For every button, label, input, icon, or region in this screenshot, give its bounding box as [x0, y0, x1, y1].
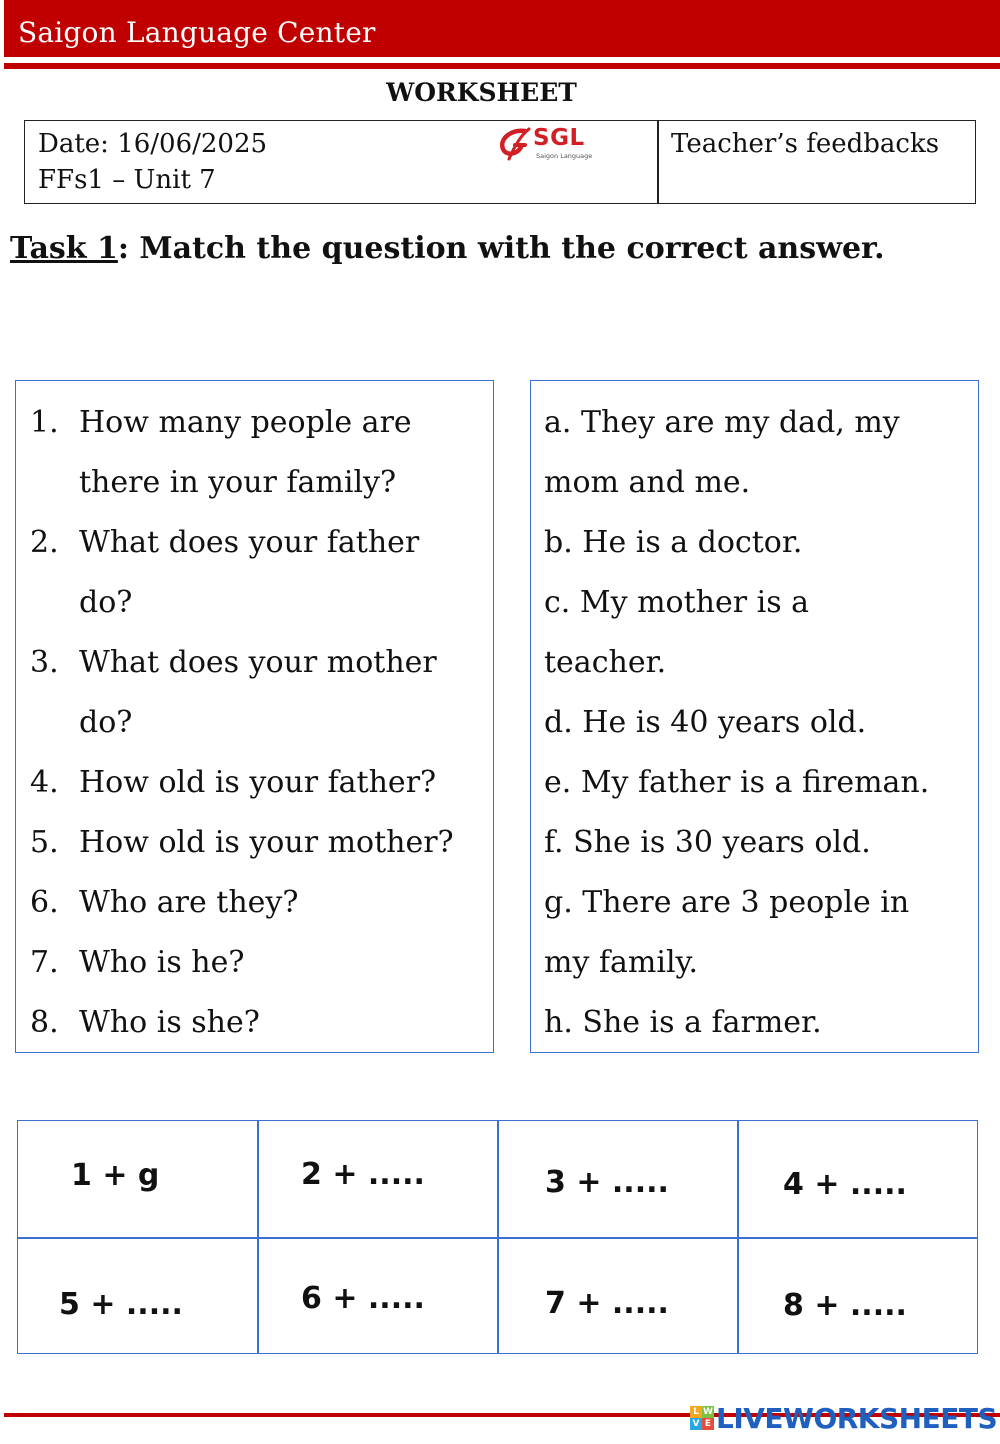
question-text: do? [79, 585, 133, 620]
question-number: 8. [30, 1005, 59, 1040]
question-number: 6. [30, 885, 59, 920]
match-cell-6[interactable]: 6 + ..... [301, 1281, 425, 1316]
question-text: Who is she? [79, 1005, 260, 1040]
answer-text: my family. [544, 945, 699, 980]
answer-text: e. My father is a fireman. [544, 765, 930, 800]
question-text: What does your mother [79, 645, 437, 680]
question-text: do? [79, 705, 133, 740]
question-text: there in your family? [79, 465, 397, 500]
question-number: 1. [30, 405, 59, 440]
question-number: 7. [30, 945, 59, 980]
header-divider [4, 63, 1000, 69]
match-cell-3[interactable]: 3 + ..... [545, 1165, 669, 1200]
answers-box [530, 380, 979, 1053]
info-box [24, 120, 976, 204]
question-text: What does your father [79, 525, 420, 560]
question-text: Who is he? [79, 945, 245, 980]
answer-text: g. There are 3 people in [544, 885, 910, 920]
question-number: 3. [30, 645, 59, 680]
feedback-label: Teacher’s feedbacks [671, 129, 940, 159]
matching-answer-table [17, 1120, 978, 1354]
answer-text: mom and me. [544, 465, 751, 500]
question-text: Who are they? [79, 885, 299, 920]
questions-box [15, 380, 494, 1053]
task-label: Task 1 [10, 231, 118, 266]
icon-letter: V [690, 1418, 702, 1430]
icon-letter: L [690, 1406, 702, 1418]
question-number: 4. [30, 765, 59, 800]
answer-text: h. She is a farmer. [544, 1005, 822, 1040]
liveworksheets-brand: LIVEWORKSHEETS [716, 1401, 998, 1435]
sgl-logo [495, 125, 595, 163]
task-instruction: : Match the question with the correct answer. [117, 231, 885, 266]
answer-text: b. He is a doctor. [544, 525, 803, 560]
question-text: How old is your mother? [79, 825, 454, 860]
match-cell-5[interactable]: 5 + ..... [59, 1287, 183, 1322]
answer-text: c. My mother is a [544, 585, 810, 620]
match-cell-4[interactable]: 4 + ..... [783, 1167, 907, 1202]
class-unit-text: FFs1 – Unit 7 [38, 165, 216, 195]
worksheet-title: WORKSHEET [386, 78, 577, 107]
question-text: How many people are [79, 405, 412, 440]
task-title [10, 231, 885, 266]
match-cell-2[interactable]: 2 + ..... [301, 1157, 425, 1192]
question-text: How old is your father? [79, 765, 437, 800]
question-number: 2. [30, 525, 59, 560]
center-name: Saigon Language Center [18, 16, 376, 49]
liveworksheets-icon [690, 1406, 714, 1430]
icon-letter: W [703, 1407, 713, 1417]
sgl-swoosh-icon [495, 125, 535, 163]
answer-text: a. They are my dad, my [544, 405, 900, 440]
match-cell-8[interactable]: 8 + ..... [783, 1288, 907, 1323]
table-divider [18, 1237, 977, 1239]
logo-text: SGL [533, 125, 585, 151]
date-text: Date: 16/06/2025 [38, 129, 268, 159]
icon-letter: E [702, 1418, 714, 1430]
answer-text: f. She is 30 years old. [544, 825, 871, 860]
info-divider [657, 121, 659, 203]
match-cell-7[interactable]: 7 + ..... [545, 1286, 669, 1321]
match-cell-1[interactable]: 1 + g [71, 1158, 160, 1193]
question-number: 5. [30, 825, 59, 860]
logo-subtext: Saigon Language [536, 152, 593, 160]
answer-text: teacher. [544, 645, 667, 680]
answer-text: d. He is 40 years old. [544, 705, 867, 740]
liveworksheets-logo [690, 1403, 997, 1433]
